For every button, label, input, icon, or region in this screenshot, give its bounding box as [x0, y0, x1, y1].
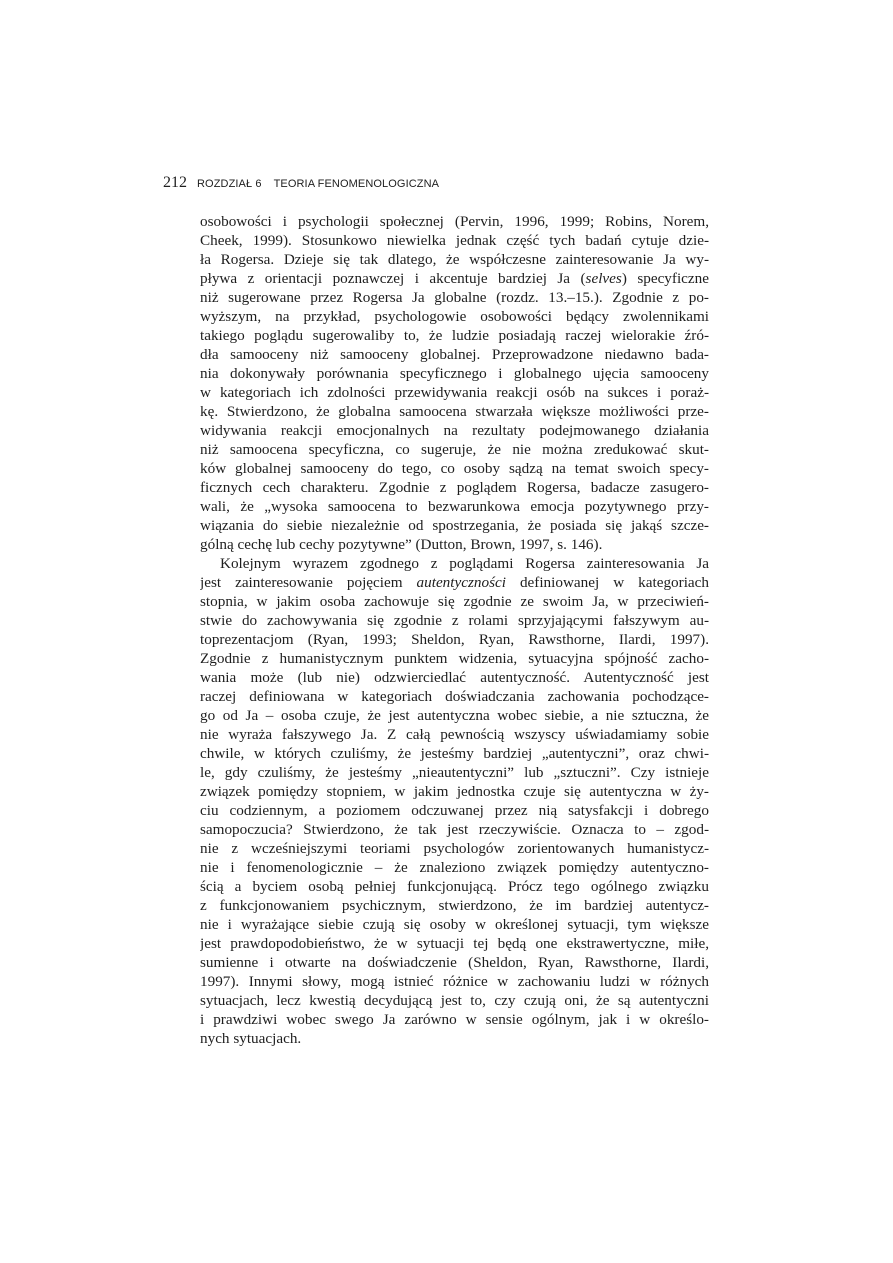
text-line: stwie do zachowywania się zgodnie z rolami sprzyjającymi fałszywym au-: [200, 612, 709, 629]
text-line: takiego poglądu sugerowaliby to, że ludzie posiadają raczej wielorakie źró-: [200, 327, 709, 344]
text-line: niż sugerowane przez Rogersa Ja globalne (rozdz. 13.–15.). Zgodnie z po-: [200, 289, 709, 306]
text-line: Kolejnym wyrazem zgodnego z poglądami Rogersa zainteresowania Ja: [220, 555, 709, 572]
chapter-label: ROZDZIAŁ 6: [197, 178, 262, 190]
text-line: ficznych cech charakteru. Zgodnie z poglądem Rogersa, badacze zasugero-: [200, 479, 709, 496]
text-line: nie wyraża fałszywego Ja. Z całą pewnością wszyscy uświadamiamy sobie: [200, 726, 709, 743]
text-line: 1997). Innymi słowy, mogą istnieć różnice w zachowaniu ludzi w różnych: [200, 973, 709, 990]
text-line: wiązania do siebie niezależnie od spostrzegania, że posiada się jakąś szcze-: [200, 517, 709, 534]
text-line: związek pomiędzy stopniem, w jakim jednostka czuje się autentyczna w ży-: [200, 783, 709, 800]
text-line: nie i fenomenologicznie – że znaleziono związek pomiędzy autentyczno-: [200, 859, 709, 876]
running-header: [163, 174, 723, 194]
text-line: ła Rogersa. Dzieje się tak dlatego, że współczesne zainteresowanie Ja wy-: [200, 251, 709, 268]
text-line: nie z wcześniejszymi teoriami psychologów zorientowanych humanistycz-: [200, 840, 709, 857]
chapter-title: TEORIA FENOMENOLOGICZNA: [273, 178, 440, 190]
text-line: w kategoriach ich zdolności przewidywania reakcji osób na sukces i poraż-: [200, 384, 709, 401]
text-line: osobowości i psychologii społecznej (Pervin, 1996, 1999; Robins, Norem,: [200, 213, 709, 230]
text-line: nych sytuacjach.: [200, 1030, 302, 1047]
text-line: sumienne i otwarte na doświadczenie (Sheldon, Ryan, Rawsthorne, Ilardi,: [200, 954, 709, 971]
text-line: Cheek, 1999). Stosunkowo niewielka jednak część tych badań cytuje dzie-: [200, 232, 709, 249]
body-text: [200, 212, 709, 1048]
text-line: i prawdziwi wobec swego Ja zarówno w sensie ogólnym, jak i w określo-: [200, 1011, 709, 1028]
text-line: chwile, w których czuliśmy, że jesteśmy bardziej „autentyczni”, oraz chwi-: [200, 745, 709, 762]
text-line: kę. Stwierdzono, że globalna samoocena stwarzała większe możliwości prze-: [200, 403, 709, 420]
page-number: 212: [163, 174, 187, 191]
text-line: le, gdy czuliśmy, że jesteśmy „nieautentyczni” lub „sztuczni”. Czy istnieje: [200, 764, 709, 781]
text-line: toprezentacjom (Ryan, 1993; Sheldon, Ryan, Rawsthorne, Ilardi, 1997).: [200, 631, 709, 648]
text-line: jest zainteresowanie pojęciem autentyczności definiowanej w kategoriach: [200, 574, 709, 591]
text-line: niż samoocena specyficzna, co sugeruje, że nie można zredukować skut-: [200, 441, 709, 458]
text-line: gólną cechę lub cechy pozytywne” (Dutton, Brown, 1997, s. 146).: [200, 536, 603, 553]
text-line: ścią a byciem osobą pełniej funkcjonującą. Prócz tego ogólnego związku: [200, 878, 709, 895]
text-line: raczej definiowana w kategoriach doświadczania zachowania pochodzące-: [200, 688, 709, 705]
text-line: z funkcjonowaniem psychicznym, stwierdzono, że im bardziej autentycz-: [200, 897, 709, 914]
text-line: samopoczucia? Stwierdzono, że tak jest rzeczywiście. Oznacza to – zgod-: [200, 821, 709, 838]
text-line: ków globalnej samooceny do tego, co osoby sądzą na temat swoich specy-: [200, 460, 709, 477]
text-line: nie i wyrażające siebie czują się osoby w określonej sytuacji, tym większe: [200, 916, 709, 933]
text-line: widywania reakcji emocjonalnych na rezultaty podejmowanego działania: [200, 422, 709, 439]
text-line: Zgodnie z humanistycznym punktem widzenia, sytuacyjna spójność zacho-: [200, 650, 709, 667]
text-line: jest prawdopodobieństwo, że w sytuacji tej będą one ekstrawertyczne, miłe,: [200, 935, 709, 952]
text-line: wyższym, na przykład, psychologowie osobowości będący zwolennikami: [200, 308, 709, 325]
text-line: wali, że „wysoka samoocena to bezwarunkowa emocja pozytywnego przy-: [200, 498, 709, 515]
text-line: wania może (lub nie) odzwierciedlać autentyczność. Autentyczność jest: [200, 669, 709, 686]
text-line: sytuacjach, lecz kwestią decydującą jest to, czy czują oni, że są autentyczni: [200, 992, 709, 1009]
text-line: nia dokonywały porównania specyficznego i globalnego ujęcia samooceny: [200, 365, 709, 382]
text-line: dła samooceny niż samooceny globalnej. Przeprowadzone niedawno bada-: [200, 346, 709, 363]
text-line: pływa z orientacji poznawczej i akcentuje bardziej Ja (selves) specyficzne: [200, 270, 709, 287]
text-line: ciu codziennym, a poziomem odczuwanej przez nią satysfakcji i dobrego: [200, 802, 709, 819]
text-line: go od Ja – osoba czuje, że jest autentyczna wobec siebie, a nie sztuczna, że: [200, 707, 709, 724]
text-line: stopnia, w jakim osoba zachowuje się zgodnie ze swoim Ja, w przeciwień-: [200, 593, 709, 610]
